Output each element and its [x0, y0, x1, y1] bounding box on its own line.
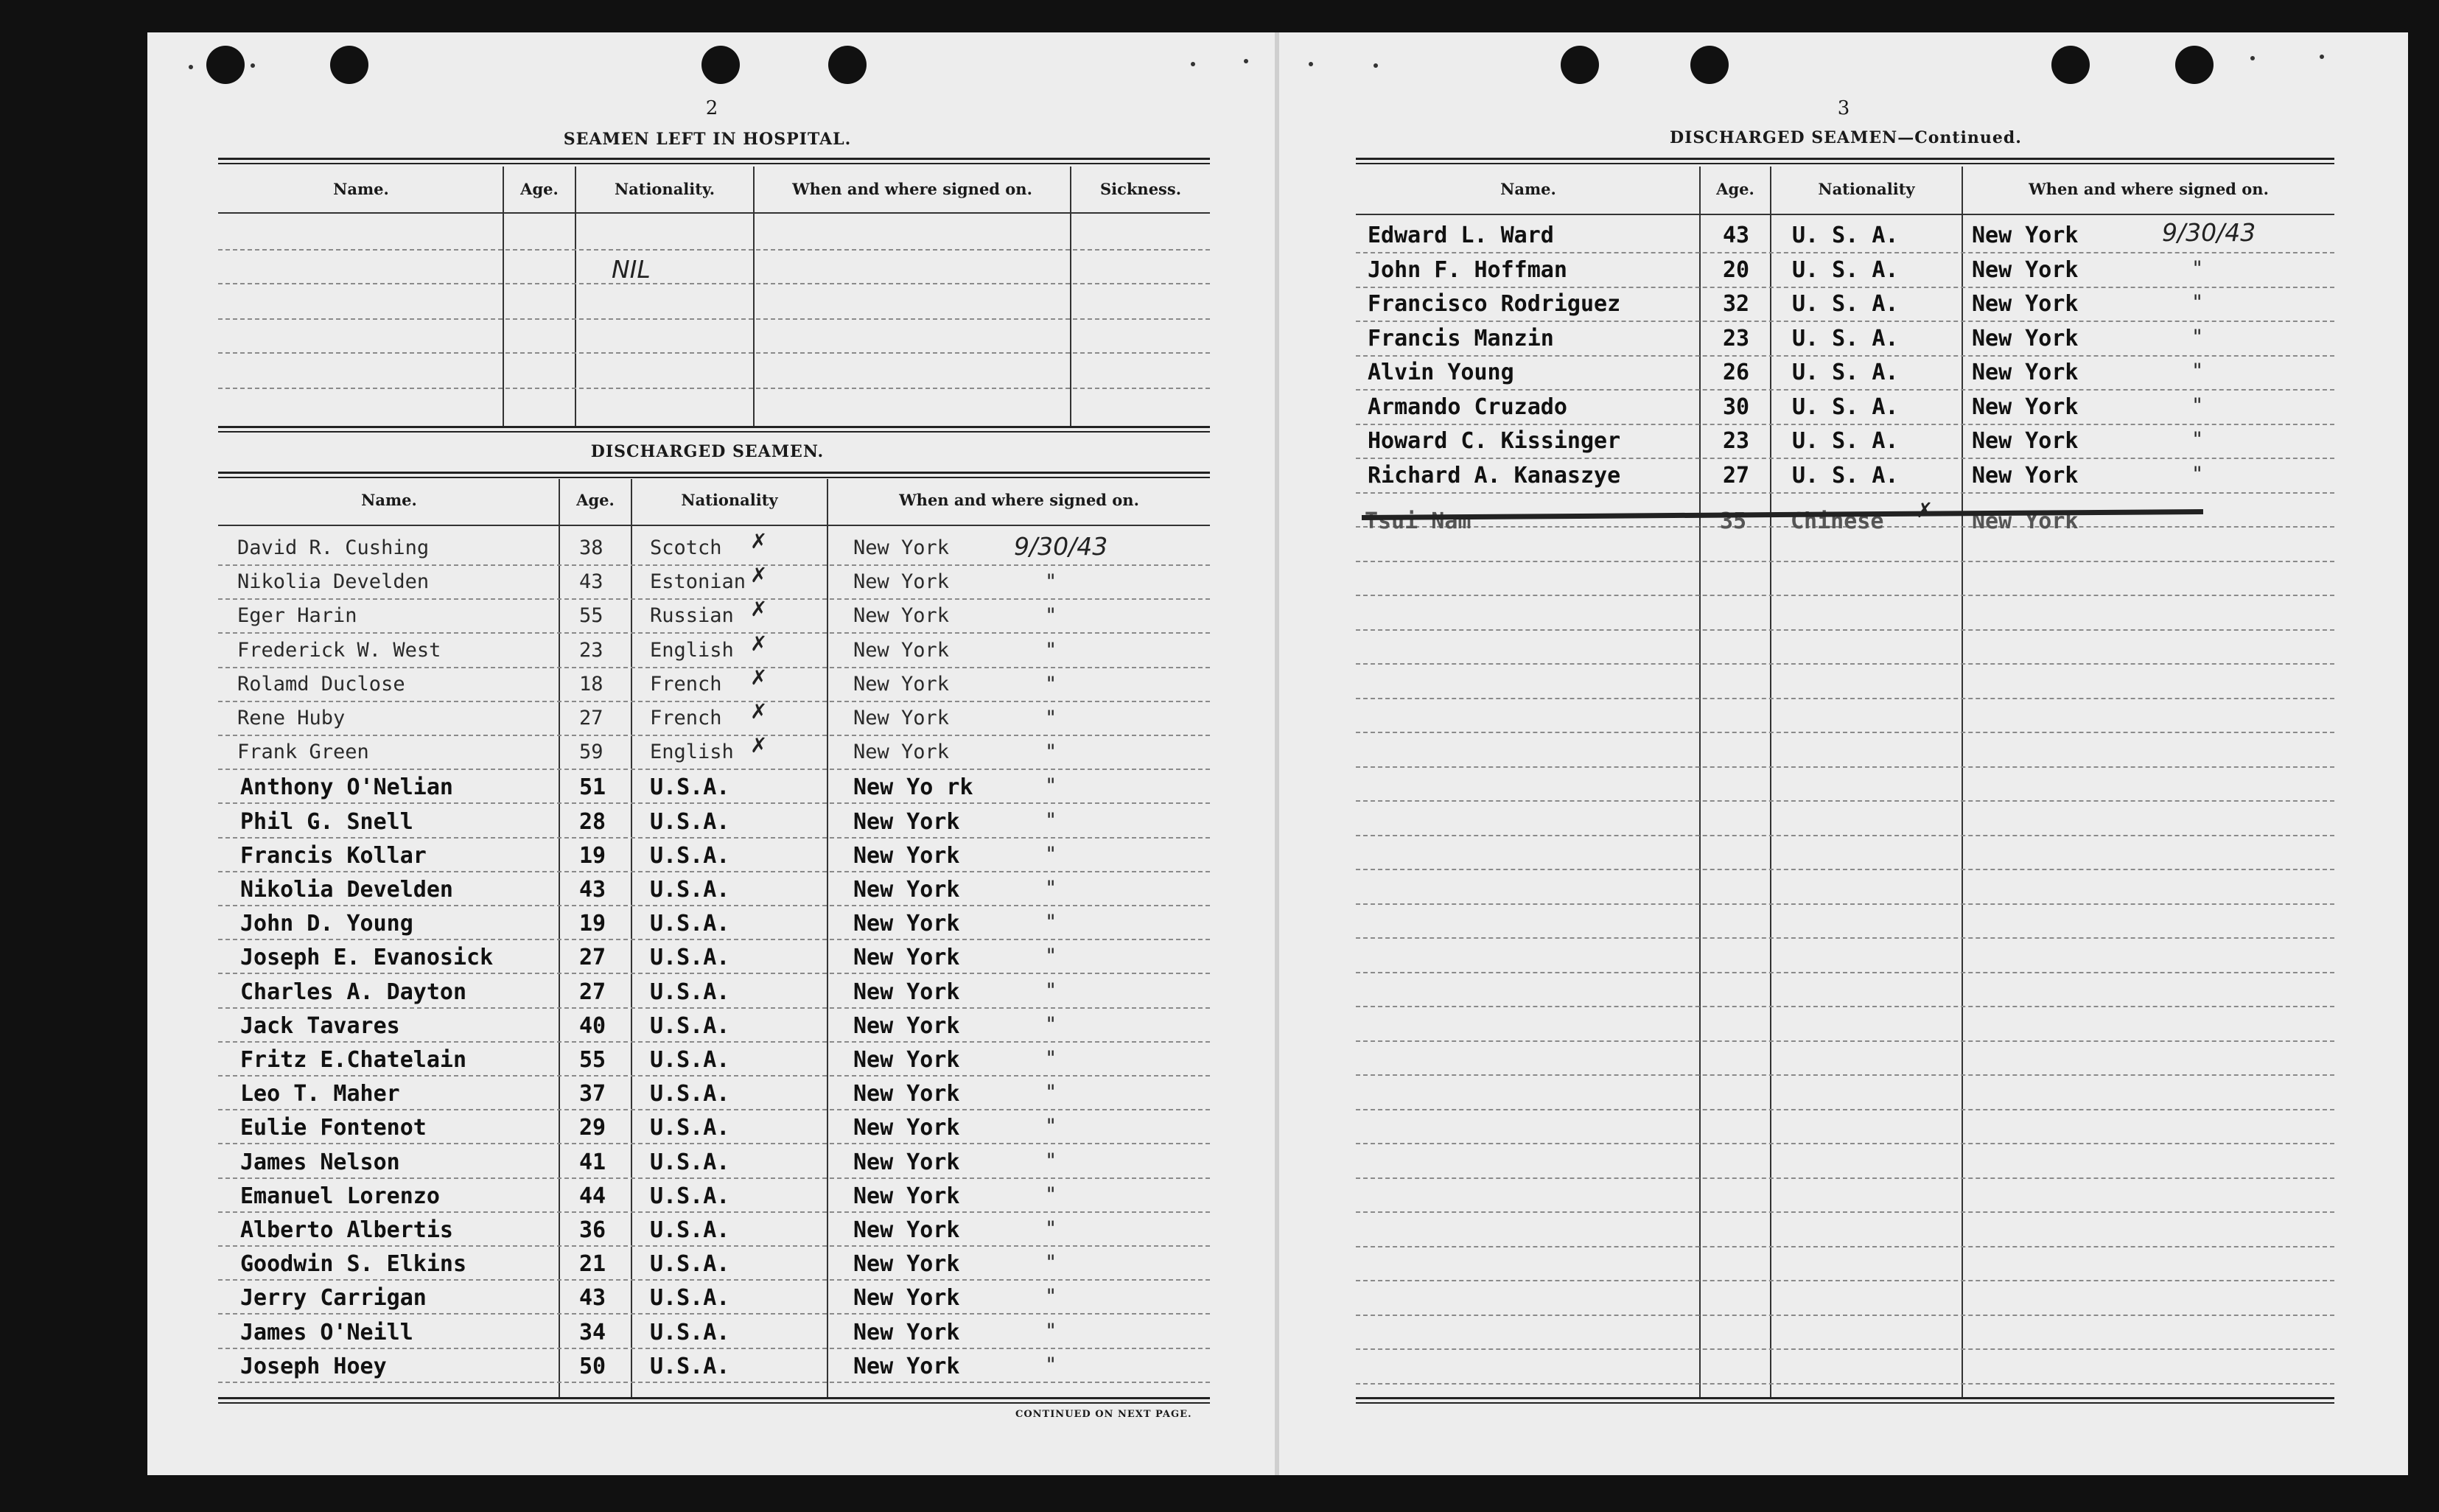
row-line — [1356, 1177, 2334, 1179]
row-line — [1356, 972, 2334, 973]
seaman-place: New York — [853, 673, 950, 696]
seaman-nationality: U.S.A. — [650, 809, 730, 835]
ditto-mark: " — [2191, 326, 2204, 349]
row-line — [218, 1075, 1210, 1077]
ditto-mark: " — [1045, 1285, 1057, 1308]
seaman-age: 19 — [579, 843, 606, 869]
row-line — [1356, 1348, 2334, 1350]
seaman-place: New York — [853, 1217, 960, 1243]
header-name: Name. — [1500, 180, 1556, 198]
seaman-name: Eulie Fontenot — [240, 1115, 427, 1141]
seaman-nationality: U.S.A. — [650, 979, 730, 1005]
table-rule — [218, 426, 1210, 428]
ditto-mark: " — [2191, 463, 2204, 486]
row-line — [1356, 355, 2334, 357]
seaman-mark: ✗ — [750, 597, 768, 621]
seaman-nationality: English — [650, 741, 734, 763]
seaman-nationality: U. S. A. — [1792, 257, 1899, 283]
seaman-place: New York — [853, 1320, 960, 1345]
seaman-name: Joseph Hoey — [240, 1354, 387, 1379]
seaman-nationality: French — [650, 707, 722, 729]
ditto-mark: " — [2191, 291, 2204, 314]
seaman-age: 55 — [579, 1047, 606, 1073]
row-line — [218, 249, 1210, 251]
seaman-place: New York — [1972, 360, 2079, 385]
ditto-mark: " — [1045, 1081, 1057, 1104]
row-line — [218, 939, 1210, 940]
seaman-place: New York — [853, 1183, 960, 1209]
seaman-mark: ✗ — [750, 733, 768, 757]
header-signed-on: When and where signed on. — [792, 180, 1032, 198]
seaman-name: James Nelson — [240, 1149, 400, 1175]
binder-hole — [330, 46, 368, 84]
seaman-place: New York — [853, 843, 960, 869]
seaman-place: New York — [853, 945, 960, 970]
header-age: Age. — [520, 180, 559, 198]
ditto-mark: " — [1045, 707, 1057, 729]
row-line — [218, 1382, 1210, 1383]
seaman-nationality: U.S.A. — [650, 1217, 730, 1243]
ditto-mark: " — [1045, 604, 1057, 627]
struck-age: 35 — [1720, 508, 1747, 534]
ditto-mark: " — [1045, 570, 1057, 593]
row-line — [218, 735, 1210, 736]
seaman-nationality: U.S.A. — [650, 1149, 730, 1175]
seaman-name: Jerry Carrigan — [240, 1285, 427, 1311]
seaman-place: New York — [853, 1354, 960, 1379]
seaman-age: 37 — [579, 1081, 606, 1107]
seaman-age: 55 — [579, 604, 603, 627]
row-line — [218, 1348, 1210, 1349]
row-line — [1356, 1074, 2334, 1076]
header-nationality: Nationality — [681, 491, 778, 509]
row-line — [218, 388, 1210, 389]
seaman-age: 20 — [1723, 257, 1750, 283]
speck — [1374, 63, 1378, 68]
seaman-place: New York — [1972, 326, 2079, 351]
seaman-age: 36 — [579, 1217, 606, 1243]
row-line — [1356, 766, 2334, 768]
seaman-nationality: U.S.A. — [650, 843, 730, 869]
seaman-place: New York — [853, 536, 950, 559]
seaman-age: 59 — [579, 741, 603, 763]
binder-hole — [1690, 46, 1729, 84]
table-rule — [1356, 1397, 2334, 1399]
row-line — [1356, 1040, 2334, 1042]
speck — [2250, 56, 2255, 60]
seaman-age: 26 — [1723, 360, 1750, 385]
binder-hole — [828, 46, 867, 84]
header-signed-on: When and where signed on. — [899, 491, 1139, 509]
seaman-age: 41 — [579, 1149, 606, 1175]
header-nationality: Nationality. — [614, 180, 715, 198]
row-line — [1356, 1211, 2334, 1213]
seaman-age: 27 — [1723, 463, 1750, 489]
seaman-name: Eger Harin — [237, 604, 357, 627]
right-page — [1279, 32, 2408, 1475]
seaman-place: New York — [853, 1013, 960, 1039]
seaman-age: 43 — [579, 570, 603, 593]
row-line — [218, 1143, 1210, 1144]
seaman-place: New York — [1972, 463, 2079, 489]
seaman-nationality: U.S.A. — [650, 1285, 730, 1311]
table-rule — [218, 158, 1210, 160]
header-age: Age. — [1716, 180, 1754, 198]
binder-hole — [206, 46, 245, 84]
row-line — [1356, 389, 2334, 391]
row-line — [1356, 1109, 2334, 1110]
row-line — [218, 769, 1210, 770]
row-line — [1356, 1280, 2334, 1281]
seaman-place: New York — [853, 639, 950, 662]
seaman-name: James O'Neill — [240, 1320, 413, 1345]
seaman-nationality: U.S.A. — [650, 1354, 730, 1379]
speck — [251, 63, 255, 68]
struck-name: Tsui Nam — [1365, 508, 1472, 534]
row-line — [1356, 1246, 2334, 1247]
seaman-name: Armando Cruzado — [1368, 394, 1567, 420]
seaman-age: 27 — [579, 945, 606, 970]
seaman-place: New York — [853, 604, 950, 627]
speck — [1244, 59, 1248, 63]
seaman-place: New York — [853, 1149, 960, 1175]
seaman-place: New York — [853, 877, 960, 903]
seaman-age: 29 — [579, 1115, 606, 1141]
ditto-mark: " — [1045, 1115, 1057, 1138]
seaman-nationality: U. S. A. — [1792, 428, 1899, 454]
seaman-nationality: French — [650, 673, 722, 696]
row-line — [218, 1007, 1210, 1009]
ditto-mark: " — [1045, 1013, 1057, 1036]
table-rule — [218, 525, 1210, 526]
seaman-name: Goodwin S. Elkins — [240, 1251, 467, 1277]
seaman-name: Jack Tavares — [240, 1013, 400, 1039]
ditto-mark: " — [1045, 945, 1057, 967]
seaman-nationality: U.S.A. — [650, 1320, 730, 1345]
row-line — [1356, 1315, 2334, 1316]
seaman-place: New York — [1972, 257, 2079, 283]
table-rule — [218, 472, 1210, 474]
row-line — [1356, 595, 2334, 596]
ditto-mark: " — [1045, 1047, 1057, 1070]
seaman-place: New York — [1972, 223, 2079, 248]
seaman-name: John F. Hoffman — [1368, 257, 1567, 283]
seaman-place: New York — [1972, 394, 2079, 420]
ditto-mark: " — [1045, 774, 1057, 797]
column-divider — [827, 479, 828, 1397]
seaman-name: Joseph E. Evanosick — [240, 945, 494, 970]
ditto-mark: " — [1045, 673, 1057, 696]
seaman-name: Fritz E.Chatelain — [240, 1047, 467, 1073]
seaman-name: Rene Huby — [237, 707, 346, 729]
row-line — [218, 598, 1210, 600]
seaman-place: New York — [1972, 291, 2079, 317]
row-line — [218, 837, 1210, 839]
seaman-place: New York — [853, 1251, 960, 1277]
seaman-age: 30 — [1723, 394, 1750, 420]
signed-date: 9/30/43 — [2162, 218, 2256, 247]
header-nationality: Nationality — [1818, 180, 1915, 198]
row-line — [218, 283, 1210, 284]
binder-hole — [1561, 46, 1599, 84]
row-line — [218, 318, 1210, 320]
ditto-mark: " — [1045, 877, 1057, 900]
seaman-nationality: U.S.A. — [650, 1183, 730, 1209]
seaman-nationality: U.S.A. — [650, 911, 730, 937]
row-line — [218, 564, 1210, 566]
row-line — [1356, 321, 2334, 322]
seaman-nationality: U. S. A. — [1792, 360, 1899, 385]
seaman-age: 43 — [579, 1285, 606, 1311]
discharged-section-title: DISCHARGED SEAMEN. — [590, 442, 825, 461]
header-sickness: Sickness. — [1099, 180, 1182, 198]
seaman-name: Edward L. Ward — [1368, 223, 1554, 248]
seaman-name: David R. Cushing — [237, 536, 430, 559]
seaman-name: Francisco Rodriguez — [1368, 291, 1621, 317]
ditto-mark: " — [1045, 1251, 1057, 1274]
ditto-mark: " — [1045, 639, 1057, 662]
seaman-name: John D. Young — [240, 911, 413, 937]
row-line — [1356, 1143, 2334, 1144]
row-line — [1356, 663, 2334, 665]
seaman-nationality: Scotch — [650, 536, 722, 559]
binder-hole — [2175, 46, 2214, 84]
seaman-name: Leo T. Maher — [240, 1081, 400, 1107]
discharged-continued-title: DISCHARGED SEAMEN—Continued. — [1670, 128, 2022, 147]
seaman-name: Richard A. Kanaszye — [1368, 463, 1621, 489]
header-age: Age. — [576, 491, 615, 509]
seaman-age: 18 — [579, 673, 603, 696]
seaman-place: New York — [853, 911, 960, 937]
seaman-age: 23 — [1723, 428, 1750, 454]
row-line — [1356, 492, 2334, 494]
seaman-place: New York — [1972, 428, 2079, 454]
seaman-nationality: U. S. A. — [1792, 463, 1899, 489]
ditto-mark: " — [1045, 1149, 1057, 1172]
row-line — [1356, 800, 2334, 802]
row-line — [1356, 937, 2334, 939]
struck-place: New York — [1972, 508, 2079, 534]
seaman-nationality: U.S.A. — [650, 1251, 730, 1277]
row-line — [1356, 835, 2334, 836]
page-number: 2 — [705, 97, 718, 119]
speck — [1309, 62, 1313, 66]
ditto-mark: " — [2191, 428, 2204, 451]
seaman-name: Alvin Young — [1368, 360, 1514, 385]
row-line — [218, 1245, 1210, 1247]
row-line — [1356, 698, 2334, 699]
seaman-name: Frank Green — [237, 741, 369, 763]
seaman-age: 50 — [579, 1354, 606, 1379]
seaman-age: 23 — [1723, 326, 1750, 351]
seaman-age: 23 — [579, 639, 603, 662]
seaman-mark: ✗ — [750, 563, 768, 587]
page-number: 3 — [1837, 97, 1850, 119]
seaman-name: Francis Kollar — [240, 843, 427, 869]
seaman-age: 51 — [579, 774, 606, 800]
ditto-mark: " — [1045, 1217, 1057, 1240]
ditto-mark: " — [1045, 843, 1057, 866]
row-line — [1356, 1006, 2334, 1007]
seaman-place: New York — [853, 979, 960, 1005]
seaman-nationality: U.S.A. — [650, 1081, 730, 1107]
seaman-place: New York — [853, 1081, 960, 1107]
seaman-nationality: U.S.A. — [650, 1013, 730, 1039]
seaman-nationality: English — [650, 639, 734, 662]
seaman-age: 21 — [579, 1251, 606, 1277]
binder-hole — [2051, 46, 2090, 84]
speck — [189, 65, 193, 69]
row-line — [1356, 869, 2334, 870]
seaman-place: New York — [853, 741, 950, 763]
header-signed-on: When and where signed on. — [2029, 180, 2269, 198]
seaman-nationality: U.S.A. — [650, 774, 730, 800]
ditto-mark: " — [1045, 1320, 1057, 1343]
seaman-place: New York — [853, 1047, 960, 1073]
seaman-name: Anthony O'Nelian — [240, 774, 453, 800]
seaman-name: Nikolia Develden — [237, 570, 430, 593]
seaman-place: New York — [853, 707, 950, 729]
header-name: Name. — [333, 180, 389, 198]
row-line — [218, 973, 1210, 974]
seaman-name: Charles A. Dayton — [240, 979, 467, 1005]
seaman-place: New York — [853, 809, 960, 835]
row-line — [218, 1313, 1210, 1315]
seaman-nationality: Estonian — [650, 570, 746, 593]
seaman-age: 43 — [1723, 223, 1750, 248]
seaman-age: 27 — [579, 707, 603, 729]
seaman-name: Rolamd Duclose — [237, 673, 405, 696]
seaman-nationality: U. S. A. — [1792, 394, 1899, 420]
table-rule — [218, 212, 1210, 214]
row-line — [1356, 629, 2334, 631]
row-line — [218, 1109, 1210, 1110]
table-rule — [1356, 158, 2334, 160]
table-rule — [218, 1397, 1210, 1399]
row-line — [1356, 287, 2334, 288]
seaman-nationality: U.S.A. — [650, 877, 730, 903]
hospital-section-title: SEAMEN LEFT IN HOSPITAL. — [563, 130, 852, 149]
seaman-nationality: U. S. A. — [1792, 223, 1899, 248]
row-line — [218, 352, 1210, 354]
ditto-mark: " — [2191, 394, 2204, 417]
row-line — [218, 701, 1210, 702]
struck-nationality: Chinese — [1791, 508, 1884, 534]
seaman-age: 19 — [579, 911, 606, 937]
seaman-name: Nikolia Develden — [240, 877, 453, 903]
ditto-mark: " — [1045, 979, 1057, 1002]
seaman-mark: ✗ — [750, 699, 768, 724]
seaman-age: 44 — [579, 1183, 606, 1209]
column-divider — [631, 479, 632, 1397]
seaman-age: 27 — [579, 979, 606, 1005]
seaman-nationality: U.S.A. — [650, 945, 730, 970]
row-line — [218, 1211, 1210, 1213]
seaman-place: New York — [853, 570, 950, 593]
row-line — [218, 905, 1210, 906]
seaman-name: Francis Manzin — [1368, 326, 1554, 351]
struck-mark: ✗ — [1916, 498, 1934, 522]
seaman-mark: ✗ — [750, 665, 768, 690]
seaman-mark: ✗ — [750, 529, 768, 553]
continued-footer: CONTINUED ON NEXT PAGE. — [1015, 1409, 1192, 1420]
ditto-mark: " — [1045, 741, 1057, 763]
speck — [2320, 55, 2324, 59]
seaman-name: Alberto Albertis — [240, 1217, 453, 1243]
ditto-mark: " — [1045, 809, 1057, 832]
seaman-age: 40 — [579, 1013, 606, 1039]
seaman-nationality: U. S. A. — [1792, 326, 1899, 351]
ditto-mark: " — [2191, 360, 2204, 382]
row-line — [218, 667, 1210, 668]
seaman-name: Emanuel Lorenzo — [240, 1183, 440, 1209]
seaman-age: 43 — [579, 877, 606, 903]
ditto-mark: " — [1045, 911, 1057, 934]
nil-entry: NIL — [612, 255, 651, 284]
speck — [1191, 62, 1195, 66]
row-line — [218, 802, 1210, 804]
seaman-place: New Yo rk — [853, 774, 973, 800]
seaman-age: 38 — [579, 536, 603, 559]
row-line — [1356, 732, 2334, 733]
row-line — [1356, 903, 2334, 905]
seaman-place: New York — [853, 1115, 960, 1141]
table-rule — [1356, 214, 2334, 215]
binder-hole — [701, 46, 740, 84]
ditto-mark: " — [2191, 257, 2204, 280]
column-divider — [559, 479, 560, 1397]
signed-date: 9/30/43 — [1014, 532, 1108, 561]
seaman-age: 34 — [579, 1320, 606, 1345]
seaman-nationality: U. S. A. — [1792, 291, 1899, 317]
row-line — [218, 632, 1210, 634]
header-name: Name. — [361, 491, 417, 509]
row-line — [1356, 561, 2334, 562]
row-line — [1356, 1383, 2334, 1385]
ditto-mark: " — [1045, 1354, 1057, 1376]
row-line — [1356, 252, 2334, 253]
row-line — [1356, 458, 2334, 459]
seaman-nationality: U.S.A. — [650, 1115, 730, 1141]
row-line — [218, 1177, 1210, 1179]
row-line — [218, 1279, 1210, 1281]
seaman-nationality: Russian — [650, 604, 734, 627]
seaman-age: 28 — [579, 809, 606, 835]
row-line — [218, 871, 1210, 872]
seaman-place: New York — [853, 1285, 960, 1311]
row-line — [1356, 424, 2334, 425]
row-line — [218, 1041, 1210, 1043]
seaman-mark: ✗ — [750, 631, 768, 656]
seaman-name: Howard C. Kissinger — [1368, 428, 1621, 454]
ditto-mark: " — [1045, 1183, 1057, 1206]
seaman-name: Frederick W. West — [237, 639, 441, 662]
seaman-nationality: U.S.A. — [650, 1047, 730, 1073]
seaman-age: 32 — [1723, 291, 1750, 317]
seaman-name: Phil G. Snell — [240, 809, 413, 835]
